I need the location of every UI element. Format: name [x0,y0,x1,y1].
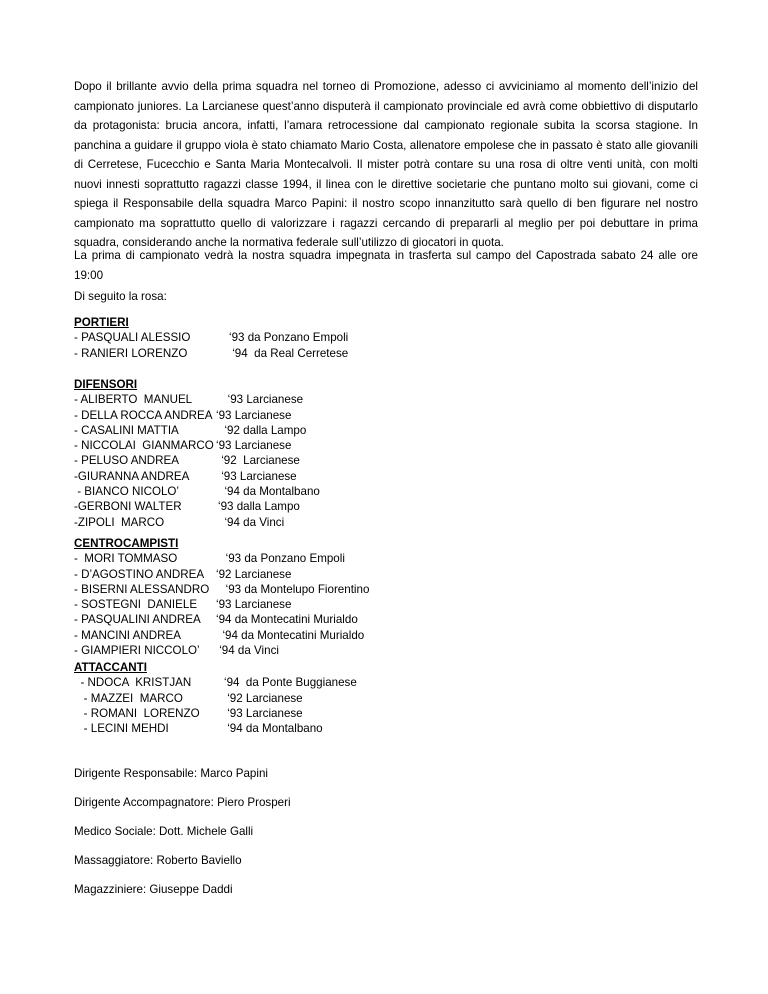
player-row [74,567,292,582]
player-info: ‘94 da Vinci [216,644,279,658]
player-name: - NICCOLAI GIANMARCO [74,439,214,453]
player-row [74,484,320,499]
player-name: - BISERNI ALESSANDRO [74,582,210,596]
player-row [74,643,279,658]
player-info: ‘93 Larcianese [216,439,292,453]
section-heading: PORTIERI [74,316,129,329]
section-difensori [74,377,320,530]
player-info: ‘93 Larcianese [216,408,292,422]
player-info: ‘93 Larcianese [218,393,304,407]
player-info: ‘93 Larcianese [218,469,297,483]
player-name: - LECINI MEHDI [74,722,169,736]
player-name: - PELUSO ANDREA [74,454,180,468]
player-info: ‘94 da Real Cerretese [229,346,349,360]
section-attaccanti [74,660,357,736]
player-name: -GIURANNA ANDREA [74,469,190,483]
player-name: - ROMANI LORENZO [74,706,200,720]
player-row [74,691,303,706]
player-name: - DELLA ROCCA ANDREA [74,408,213,422]
player-name: - PASQUALINI ANDREA [74,613,201,627]
player-row [74,706,303,721]
player-row [74,330,349,345]
player-info: ‘92 Larcianese [224,691,303,705]
player-name: - MAZZEI MARCO [74,691,183,705]
player-row [74,612,358,627]
player-name: - ALIBERTO MANUEL [74,393,193,407]
player-name: - PASQUALI ALESSIO [74,331,191,345]
section-heading: ATTACCANTI [74,661,147,674]
player-row [74,469,297,484]
staff-magazziniere: Magazziniere: Giuseppe Daddi [74,883,233,896]
player-row [74,582,370,597]
player-row [74,628,365,643]
section-centrocampisti [74,536,370,658]
player-row [74,346,349,361]
player-row [74,423,307,438]
player-name: - CASALINI MATTIA [74,423,179,437]
player-info: ‘93 dalla Lampo [218,500,300,514]
intro-paragraph: Dopo il brillante avvio della prima squadra nel torneo di Promozione, adesso ci avviciniamo al momento dell’inizio del campionato juniores. La Larcianese quest’anno disputerà il campionato provinciale ed avrà come obbiettivo di disputarlo da protagonista: brucia ancora, infatti, l’amara retrocessione dal campionato regionale subita la scorsa stagione. In panchina a guidare il gruppo viola è stato chiamato Mario Costa, allenatore empolese che in passato è stato alle giovanili di Cerretese, Fucecchio e Santa Maria Montecalvoli. Il mister potrà contare su una rosa di oltre venti unità, con molti nuovi innesti soprattutto ragazzi classe 1994, il linea con le direttive societarie che puntano molto sui giovani, come ci spiega il Responsabile della squadra Marco Papini: il nostro scopo innanzitutto sarà quello di ben figurare nel nostro campionato ma soprattutto quello di valorizzare i ragazzi cercando di prepararli al meglio per poi debuttare in prima squadra, considerando anche la normativa federale sull’utilizzo di giocatori in quota. [74,80,698,249]
player-info: ‘94 da Vinci [218,515,285,529]
player-info: ‘92 dalla Lampo [218,423,307,437]
player-info: ‘93 da Ponzano Empoli [216,552,345,566]
player-row [74,675,357,690]
player-info: ‘94 da Montalbano [224,722,323,736]
section-portieri [74,315,349,361]
player-name: - RANIERI LORENZO [74,346,188,360]
player-row [74,597,292,612]
player-name: -ZIPOLI MARCO [74,515,165,529]
player-row [74,392,304,407]
player-row [74,438,292,453]
staff-dirigente-accompagnatore: Dirigente Accompagnatore: Piero Prosperi [74,796,291,809]
player-row [74,499,300,514]
player-info: ‘93 da Montelupo Fiorentino [216,582,370,596]
staff-medico-sociale: Medico Sociale: Dott. Michele Galli [74,825,254,838]
player-name: - BIANCO NICOLO’ [74,485,180,499]
player-info: ‘93 da Ponzano Empoli [229,331,349,345]
player-info: ‘94 da Montecatini Murialdo [216,628,365,642]
player-info: ‘94 da Ponte Buggianese [224,676,357,690]
player-row [74,515,285,530]
player-row [74,551,345,566]
first-match-paragraph: La prima di campionato vedrà la nostra squadra impegnata in trasferta sul campo del Capostrada sabato 24 alle ore 19:00 [74,249,698,282]
player-name: - NDOCA KRISTJAN [74,676,192,690]
player-name: - MANCINI ANDREA [74,628,181,642]
player-name: - SOSTEGNI DANIELE [74,598,198,612]
player-info: ‘92 Larcianese [218,454,300,468]
player-name: -GERBONI WALTER [74,500,182,514]
staff-massaggiatore: Massaggiatore: Roberto Baviello [74,854,242,867]
player-info: ‘93 Larcianese [224,706,303,720]
player-info: ‘93 Larcianese [216,598,292,612]
section-heading: CENTROCAMPISTI [74,537,179,550]
player-name: - D’AGOSTINO ANDREA [74,567,205,581]
player-row [74,408,292,423]
player-info: ‘94 da Montalbano [218,485,320,499]
roster-intro: Di seguito la rosa: [74,290,167,303]
player-row [74,453,300,468]
player-row [74,721,323,736]
player-name: - MORI TOMMASO [74,552,178,566]
player-name: - GIAMPIERI NICCOLO’ [74,644,200,658]
section-heading: DIFENSORI [74,378,138,391]
staff-dirigente-responsabile: Dirigente Responsabile: Marco Papini [74,767,268,780]
player-info: ‘92 Larcianese [216,567,292,581]
player-info: ‘94 da Montecatini Murialdo [216,613,358,627]
